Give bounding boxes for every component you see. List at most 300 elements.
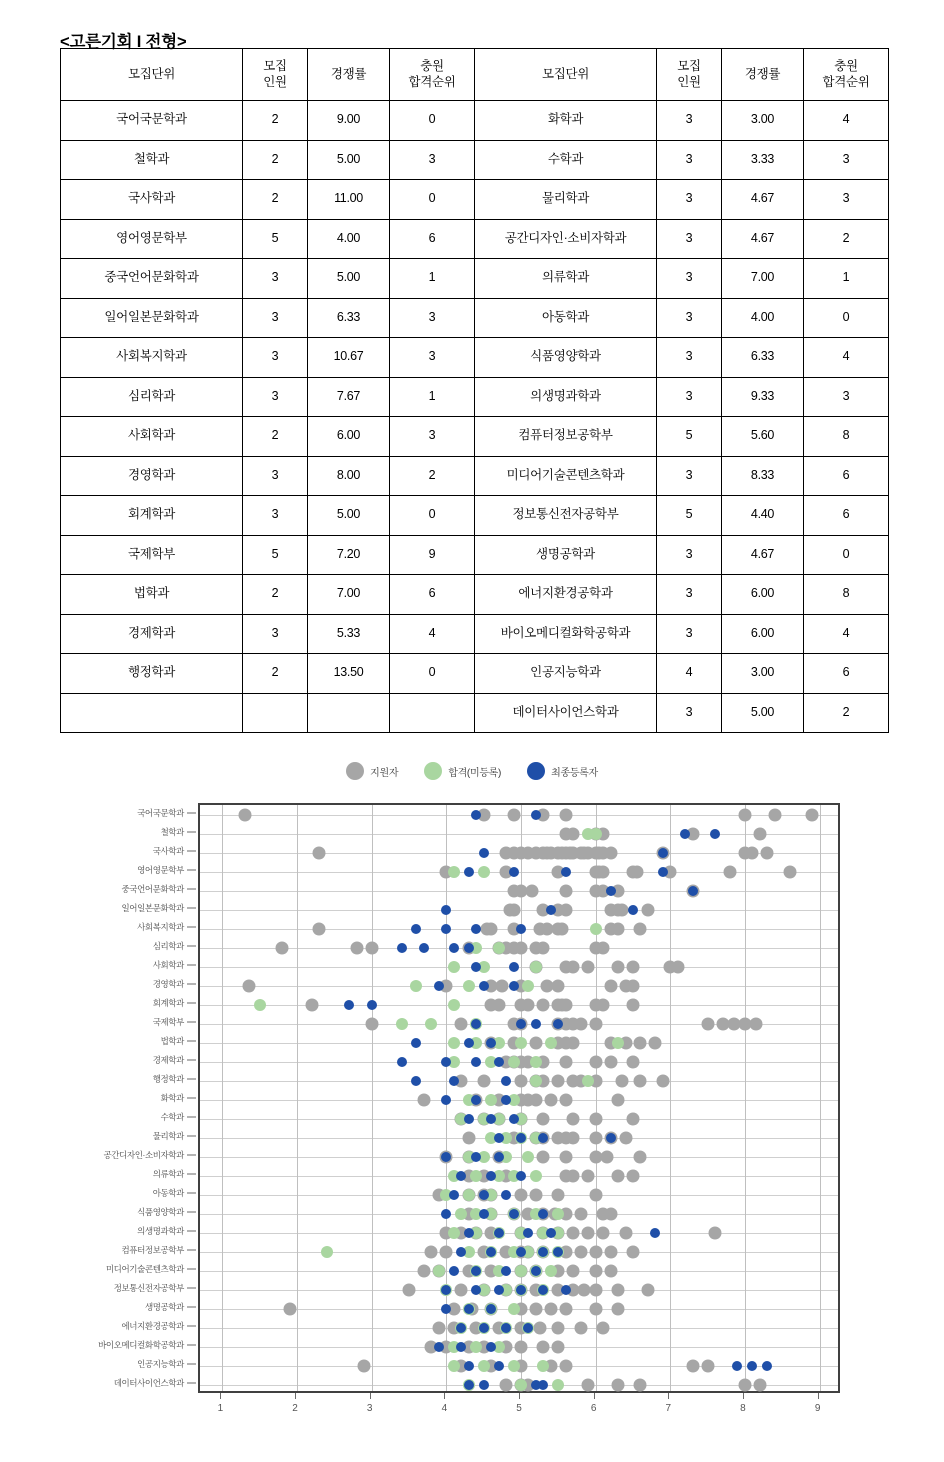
scatter-point-final_registered bbox=[523, 1228, 533, 1238]
y-axis-tick-mark bbox=[187, 1288, 196, 1289]
y-axis-tick-mark bbox=[187, 907, 196, 908]
scatter-point-final_registered bbox=[486, 1171, 496, 1181]
scatter-point-applicant bbox=[701, 1017, 714, 1030]
scatter-point-applicant bbox=[544, 1094, 557, 1107]
header-quota-line2: 인원 bbox=[263, 74, 287, 89]
scatter-point-applicant bbox=[604, 846, 617, 859]
y-axis-tick-mark bbox=[187, 1098, 196, 1099]
scatter-point-applicant bbox=[634, 1036, 647, 1049]
y-axis-tick-label: 생명공학과 bbox=[144, 1302, 184, 1313]
scatter-point-applicant bbox=[589, 1284, 602, 1297]
scatter-point-applicant bbox=[612, 960, 625, 973]
scatter-point-final_registered bbox=[658, 867, 668, 877]
scatter-point-final_registered bbox=[479, 1209, 489, 1219]
scatter-point-applicant bbox=[492, 998, 505, 1011]
scatter-point-applicant bbox=[477, 1074, 490, 1087]
scatter-point-accepted_unregistered bbox=[493, 942, 505, 954]
cell-rate-left: 11.00 bbox=[308, 180, 390, 220]
y-axis-tick-label: 물리학과 bbox=[152, 1131, 184, 1142]
cell-rank-right: 4 bbox=[804, 101, 889, 141]
cell-rate-left: 5.33 bbox=[308, 614, 390, 654]
cell-quota-left: 3 bbox=[243, 614, 308, 654]
cell-rate-right: 4.67 bbox=[722, 535, 804, 575]
gridline-horizontal bbox=[200, 834, 838, 835]
scatter-point-applicant bbox=[559, 1055, 572, 1068]
cell-quota-left: 3 bbox=[243, 259, 308, 299]
scatter-point-applicant bbox=[589, 1189, 602, 1202]
cell-unit-left: 행정학과 bbox=[61, 654, 243, 694]
x-axis-labels bbox=[198, 1399, 840, 1429]
scatter-point-applicant bbox=[604, 1055, 617, 1068]
y-axis-tick-label: 의류학과 bbox=[152, 1169, 184, 1180]
cell-rank-right: 0 bbox=[804, 298, 889, 338]
table-row bbox=[61, 496, 889, 536]
scatter-point-accepted_unregistered bbox=[530, 1075, 542, 1087]
scatter-point-accepted_unregistered bbox=[470, 1341, 482, 1353]
scatter-point-applicant bbox=[515, 941, 528, 954]
scatter-point-final_registered bbox=[606, 1133, 616, 1143]
scatter-point-final_registered bbox=[486, 1247, 496, 1257]
cell-rate-left: 5.00 bbox=[308, 496, 390, 536]
scatter-point-applicant bbox=[533, 1322, 546, 1335]
cell-rate-right: 6.00 bbox=[722, 575, 804, 615]
scatter-point-applicant bbox=[750, 1017, 763, 1030]
legend-label: 최종등록자 bbox=[551, 767, 598, 779]
scatter-point-final_registered bbox=[486, 1114, 496, 1124]
scatter-point-applicant bbox=[626, 960, 639, 973]
scatter-point-accepted_unregistered bbox=[537, 1360, 549, 1372]
scatter-point-applicant bbox=[582, 1170, 595, 1183]
legend-dot-icon bbox=[527, 762, 545, 780]
scatter-point-applicant bbox=[365, 1017, 378, 1030]
cell-rank-left bbox=[390, 693, 475, 733]
scatter-point-applicant bbox=[626, 1113, 639, 1126]
scatter-point-applicant bbox=[313, 922, 326, 935]
x-axis-tick-label: 7 bbox=[665, 1403, 672, 1414]
cell-rank-right: 2 bbox=[804, 693, 889, 733]
scatter-point-applicant bbox=[626, 1055, 639, 1068]
cell-unit-right: 물리학과 bbox=[475, 180, 657, 220]
y-axis-tick-label: 국사학과 bbox=[152, 845, 184, 856]
scatter-point-applicant bbox=[305, 998, 318, 1011]
scatter-point-final_registered bbox=[471, 1285, 481, 1295]
y-axis-tick-label: 데이터사이언스학과 bbox=[113, 1378, 184, 1389]
scatter-point-applicant bbox=[753, 827, 766, 840]
table-row bbox=[61, 298, 889, 338]
scatter-point-applicant bbox=[634, 1379, 647, 1392]
x-axis-tick-label: 8 bbox=[740, 1403, 746, 1414]
scatter-point-applicant bbox=[656, 1074, 669, 1087]
scatter-point-final_registered bbox=[479, 1380, 489, 1390]
cell-rate-right: 5.00 bbox=[722, 693, 804, 733]
header-rank-right bbox=[804, 49, 889, 101]
scatter-point-accepted_unregistered bbox=[448, 961, 460, 973]
scatter-point-final_registered bbox=[516, 1019, 526, 1029]
scatter-point-applicant bbox=[806, 808, 819, 821]
scatter-point-applicant bbox=[529, 1303, 542, 1316]
scatter-point-final_registered bbox=[680, 829, 690, 839]
scatter-point-applicant bbox=[630, 865, 643, 878]
cell-rank-left: 0 bbox=[390, 180, 475, 220]
y-axis-tick-mark bbox=[187, 1040, 196, 1041]
scatter-point-applicant bbox=[507, 903, 520, 916]
x-axis-tick-mark bbox=[295, 1393, 296, 1399]
scatter-point-applicant bbox=[783, 865, 796, 878]
scatter-point-final_registered bbox=[464, 943, 474, 953]
header-rank-line2: 합격순위 bbox=[408, 74, 456, 89]
scatter-point-applicant bbox=[313, 846, 326, 859]
cell-rate-left: 5.00 bbox=[308, 259, 390, 299]
scatter-point-applicant bbox=[537, 1151, 550, 1164]
scatter-point-final_registered bbox=[471, 962, 481, 972]
scatter-point-final_registered bbox=[501, 1076, 511, 1086]
y-axis-tick-label: 사회학과 bbox=[152, 959, 184, 970]
y-axis-tick-mark bbox=[187, 1269, 196, 1270]
cell-unit-left: 경영학과 bbox=[61, 456, 243, 496]
scatter-point-final_registered bbox=[397, 1057, 407, 1067]
scatter-point-applicant bbox=[500, 1379, 513, 1392]
scatter-point-final_registered bbox=[471, 1095, 481, 1105]
scatter-point-accepted_unregistered bbox=[545, 1265, 557, 1277]
cell-unit-left: 경제학과 bbox=[61, 614, 243, 654]
y-axis-tick-label: 정보통신전자공학부 bbox=[113, 1283, 184, 1294]
y-axis-tick-label: 미디어기술콘텐츠학과 bbox=[105, 1264, 184, 1275]
scatter-point-applicant bbox=[526, 884, 539, 897]
x-axis-tick-mark bbox=[668, 1393, 669, 1399]
scatter-point-applicant bbox=[552, 1074, 565, 1087]
scatter-point-final_registered bbox=[441, 924, 451, 934]
scatter-point-accepted_unregistered bbox=[433, 1265, 445, 1277]
cell-unit-right: 수학과 bbox=[475, 140, 657, 180]
scatter-point-applicant bbox=[634, 922, 647, 935]
scatter-point-applicant bbox=[612, 922, 625, 935]
cell-unit-left: 철학과 bbox=[61, 140, 243, 180]
cell-rate-left: 6.33 bbox=[308, 298, 390, 338]
scatter-point-applicant bbox=[552, 1322, 565, 1335]
x-axis-tick-label: 4 bbox=[441, 1403, 448, 1414]
scatter-point-final_registered bbox=[456, 1247, 466, 1257]
header-rank-line1: 충원 bbox=[420, 58, 444, 73]
cell-rank-right: 6 bbox=[804, 456, 889, 496]
scatter-point-applicant bbox=[597, 1227, 610, 1240]
scatter-point-applicant bbox=[724, 865, 737, 878]
scatter-point-applicant bbox=[649, 1036, 662, 1049]
scatter-point-final_registered bbox=[509, 1209, 519, 1219]
scatter-point-final_registered bbox=[411, 1076, 421, 1086]
scatter-point-final_registered bbox=[456, 1171, 466, 1181]
scatter-point-applicant bbox=[574, 1322, 587, 1335]
x-axis-tick-mark bbox=[743, 1393, 744, 1399]
cell-quota-right: 3 bbox=[657, 180, 722, 220]
scatter-point-final_registered bbox=[494, 1228, 504, 1238]
header-quota-line1: 모집 bbox=[263, 58, 287, 73]
scatter-point-final_registered bbox=[546, 1228, 556, 1238]
cell-rank-right: 3 bbox=[804, 140, 889, 180]
cell-unit-right: 미디어기술콘텐츠학과 bbox=[475, 456, 657, 496]
scatter-point-applicant bbox=[582, 1227, 595, 1240]
scatter-point-applicant bbox=[522, 998, 535, 1011]
header-rank-line1-right: 충원 bbox=[834, 58, 858, 73]
scatter-point-final_registered bbox=[397, 943, 407, 953]
table-header bbox=[61, 49, 889, 101]
scatter-point-applicant bbox=[604, 1246, 617, 1259]
cell-rate-left: 8.00 bbox=[308, 456, 390, 496]
y-axis-tick-mark bbox=[187, 1155, 196, 1156]
y-axis-tick-label: 국어국문학과 bbox=[137, 807, 184, 818]
scatter-point-final_registered bbox=[464, 1304, 474, 1314]
scatter-point-final_registered bbox=[411, 1038, 421, 1048]
scatter-point-accepted_unregistered bbox=[463, 1189, 475, 1201]
y-axis-tick-mark bbox=[187, 1117, 196, 1118]
y-axis-tick-label: 아동학과 bbox=[152, 1188, 184, 1199]
scatter-point-final_registered bbox=[471, 924, 481, 934]
scatter-point-applicant bbox=[582, 960, 595, 973]
scatter-point-final_registered bbox=[688, 886, 698, 896]
scatter-point-final_registered bbox=[628, 905, 638, 915]
y-axis-tick-label: 국제학부 bbox=[152, 1016, 184, 1027]
scatter-point-applicant bbox=[529, 1094, 542, 1107]
cell-quota-right: 4 bbox=[657, 654, 722, 694]
gridline-vertical bbox=[222, 805, 223, 1391]
header-unit-left: 모집단위 bbox=[61, 49, 243, 101]
cell-quota-right: 3 bbox=[657, 614, 722, 654]
scatter-point-applicant bbox=[574, 1246, 587, 1259]
y-axis-tick-label: 행정학과 bbox=[152, 1073, 184, 1084]
scatter-point-applicant bbox=[432, 1322, 445, 1335]
cell-unit-right: 바이오메디컬화학공학과 bbox=[475, 614, 657, 654]
cell-unit-left: 심리학과 bbox=[61, 377, 243, 417]
scatter-point-accepted_unregistered bbox=[470, 1170, 482, 1182]
table-header-row bbox=[61, 49, 889, 101]
scatter-point-applicant bbox=[537, 1341, 550, 1354]
cell-rank-right: 8 bbox=[804, 417, 889, 457]
cell-rate-left: 5.00 bbox=[308, 140, 390, 180]
cell-rate-right: 7.00 bbox=[722, 259, 804, 299]
cell-rank-left: 1 bbox=[390, 377, 475, 417]
scatter-point-final_registered bbox=[449, 943, 459, 953]
scatter-point-final_registered bbox=[509, 1114, 519, 1124]
x-axis-tick-label: 9 bbox=[814, 1403, 821, 1414]
scatter-point-final_registered bbox=[441, 1304, 451, 1314]
scatter-point-applicant bbox=[589, 1265, 602, 1278]
y-axis-tick-mark bbox=[187, 850, 196, 851]
x-axis-tick-mark bbox=[519, 1393, 520, 1399]
cell-quota-left: 2 bbox=[243, 654, 308, 694]
scatter-point-final_registered bbox=[479, 1323, 489, 1333]
y-axis-tick-mark bbox=[187, 1002, 196, 1003]
y-axis-tick-label: 인공지능학과 bbox=[137, 1359, 184, 1370]
header-unit-right: 모집단위 bbox=[475, 49, 657, 101]
y-axis-tick-mark bbox=[187, 1021, 196, 1022]
scatter-point-final_registered bbox=[494, 1285, 504, 1295]
scatter-point-applicant bbox=[417, 1094, 430, 1107]
table-row bbox=[61, 377, 889, 417]
x-axis-tick-label: 2 bbox=[292, 1403, 298, 1414]
scatter-point-applicant bbox=[567, 1132, 580, 1145]
cell-unit-right: 공간디자인·소비자학과 bbox=[475, 219, 657, 259]
scatter-point-final_registered bbox=[479, 1190, 489, 1200]
plot-area bbox=[198, 803, 840, 1393]
scatter-point-applicant bbox=[537, 1113, 550, 1126]
scatter-point-final_registered bbox=[441, 1209, 451, 1219]
cell-rank-right: 4 bbox=[804, 614, 889, 654]
cell-unit-right: 식품영양학과 bbox=[475, 338, 657, 378]
scatter-point-applicant bbox=[612, 1094, 625, 1107]
scatter-point-final_registered bbox=[464, 1361, 474, 1371]
cell-quota-left: 2 bbox=[243, 180, 308, 220]
scatter-point-accepted_unregistered bbox=[321, 1246, 333, 1258]
scatter-point-applicant bbox=[559, 808, 572, 821]
cell-unit-right: 에너지환경공학과 bbox=[475, 575, 657, 615]
table-row bbox=[61, 654, 889, 694]
scatter-point-accepted_unregistered bbox=[396, 1018, 408, 1030]
y-axis-tick-label: 회계학과 bbox=[152, 997, 184, 1008]
cell-rank-right: 0 bbox=[804, 535, 889, 575]
cell-rank-right: 4 bbox=[804, 338, 889, 378]
gridline-vertical bbox=[745, 805, 746, 1391]
scatter-point-final_registered bbox=[509, 962, 519, 972]
scatter-point-final_registered bbox=[553, 1247, 563, 1257]
header-quota-right bbox=[657, 49, 722, 101]
scatter-point-accepted_unregistered bbox=[590, 828, 602, 840]
cell-unit-right: 화학과 bbox=[475, 101, 657, 141]
scatter-point-applicant bbox=[559, 1094, 572, 1107]
cell-rank-left: 2 bbox=[390, 456, 475, 496]
scatter-point-final_registered bbox=[486, 1038, 496, 1048]
page-title: <고른기회 I 전형> bbox=[60, 33, 187, 51]
admissions-table-container bbox=[60, 48, 888, 733]
cell-unit-left bbox=[61, 693, 243, 733]
table-row bbox=[61, 575, 889, 615]
cell-quota-right: 3 bbox=[657, 259, 722, 299]
legend-item-final_registered[interactable] bbox=[527, 762, 598, 780]
scatter-point-applicant bbox=[615, 903, 628, 916]
scatter-point-final_registered bbox=[516, 1247, 526, 1257]
scatter-point-applicant bbox=[507, 808, 520, 821]
scatter-point-applicant bbox=[552, 1189, 565, 1202]
scatter-point-final_registered bbox=[464, 867, 474, 877]
scatter-point-applicant bbox=[597, 998, 610, 1011]
cell-unit-right: 의생명과학과 bbox=[475, 377, 657, 417]
cell-rate-right: 9.33 bbox=[722, 377, 804, 417]
scatter-point-final_registered bbox=[441, 1152, 451, 1162]
scatter-point-final_registered bbox=[606, 886, 616, 896]
header-quota-line1-right: 모집 bbox=[677, 58, 701, 73]
scatter-point-accepted_unregistered bbox=[545, 1037, 557, 1049]
legend-item-applicant[interactable] bbox=[346, 762, 398, 780]
scatter-point-applicant bbox=[567, 1170, 580, 1183]
scatter-point-final_registered bbox=[464, 1228, 474, 1238]
scatter-point-accepted_unregistered bbox=[425, 1018, 437, 1030]
header-rate-right: 경쟁률 bbox=[722, 49, 804, 101]
y-axis-tick-label: 경영학과 bbox=[152, 978, 184, 989]
cell-quota-left bbox=[243, 693, 308, 733]
scatter-point-final_registered bbox=[441, 1285, 451, 1295]
legend-item-accepted_unregistered[interactable] bbox=[424, 762, 501, 780]
scatter-point-accepted_unregistered bbox=[590, 923, 602, 935]
scatter-point-final_registered bbox=[471, 1019, 481, 1029]
scatter-point-applicant bbox=[597, 865, 610, 878]
y-axis-tick-mark bbox=[187, 1174, 196, 1175]
y-axis-tick-mark bbox=[187, 1307, 196, 1308]
scatter-point-accepted_unregistered bbox=[530, 961, 542, 973]
legend-dot-icon bbox=[346, 762, 364, 780]
cell-quota-right: 3 bbox=[657, 338, 722, 378]
scatter-point-applicant bbox=[544, 1303, 557, 1316]
cell-rank-right: 1 bbox=[804, 259, 889, 299]
header-quota-left bbox=[243, 49, 308, 101]
scatter-point-accepted_unregistered bbox=[515, 1265, 527, 1277]
scatter-point-applicant bbox=[559, 1151, 572, 1164]
scatter-point-final_registered bbox=[523, 1323, 533, 1333]
scatter-point-final_registered bbox=[710, 829, 720, 839]
scatter-point-applicant bbox=[738, 1379, 751, 1392]
scatter-point-final_registered bbox=[494, 1152, 504, 1162]
scatter-point-final_registered bbox=[464, 1038, 474, 1048]
y-axis-tick-mark bbox=[187, 831, 196, 832]
scatter-point-final_registered bbox=[531, 1019, 541, 1029]
scatter-point-final_registered bbox=[516, 1133, 526, 1143]
scatter-point-applicant bbox=[567, 960, 580, 973]
scatter-point-final_registered bbox=[441, 1095, 451, 1105]
scatter-point-applicant bbox=[589, 1246, 602, 1259]
gridline-vertical bbox=[297, 805, 298, 1391]
scatter-point-applicant bbox=[686, 1360, 699, 1373]
y-axis-tick-mark bbox=[187, 1364, 196, 1365]
cell-rate-left: 10.67 bbox=[308, 338, 390, 378]
cell-quota-left: 3 bbox=[243, 456, 308, 496]
scatter-point-accepted_unregistered bbox=[478, 866, 490, 878]
scatter-point-applicant bbox=[559, 998, 572, 1011]
scatter-point-applicant bbox=[455, 1017, 468, 1030]
scatter-point-applicant bbox=[753, 1379, 766, 1392]
scatter-point-applicant bbox=[597, 941, 610, 954]
cell-rate-right: 4.40 bbox=[722, 496, 804, 536]
scatter-point-applicant bbox=[417, 1265, 430, 1278]
cell-rate-left: 13.50 bbox=[308, 654, 390, 694]
scatter-point-applicant bbox=[626, 979, 639, 992]
scatter-point-final_registered bbox=[516, 924, 526, 934]
cell-quota-left: 3 bbox=[243, 298, 308, 338]
scatter-point-accepted_unregistered bbox=[515, 1379, 527, 1391]
gridline-horizontal bbox=[200, 967, 838, 968]
scatter-point-applicant bbox=[671, 960, 684, 973]
scatter-point-applicant bbox=[559, 903, 572, 916]
scatter-point-final_registered bbox=[494, 1361, 504, 1371]
scatter-point-applicant bbox=[567, 1113, 580, 1126]
cell-rank-right: 6 bbox=[804, 654, 889, 694]
scatter-point-accepted_unregistered bbox=[254, 999, 266, 1011]
scatter-point-applicant bbox=[350, 941, 363, 954]
scatter-point-final_registered bbox=[449, 1266, 459, 1276]
cell-unit-left: 법학과 bbox=[61, 575, 243, 615]
y-axis-tick-label: 법학과 bbox=[160, 1035, 184, 1046]
cell-unit-left: 중국언어문화학과 bbox=[61, 259, 243, 299]
scatter-point-applicant bbox=[552, 1341, 565, 1354]
cell-rate-right: 8.33 bbox=[722, 456, 804, 496]
chart-legend bbox=[0, 762, 944, 780]
cell-unit-left: 사회학과 bbox=[61, 417, 243, 457]
scatter-point-applicant bbox=[462, 1132, 475, 1145]
cell-unit-right: 아동학과 bbox=[475, 298, 657, 338]
x-axis-tick-mark bbox=[220, 1393, 221, 1399]
cell-rank-left: 6 bbox=[390, 219, 475, 259]
y-axis-tick-label: 사회복지학과 bbox=[137, 921, 184, 932]
cell-rate-left: 7.20 bbox=[308, 535, 390, 575]
scatter-point-applicant bbox=[455, 1284, 468, 1297]
gridline-horizontal bbox=[200, 872, 838, 873]
scatter-point-final_registered bbox=[561, 1285, 571, 1295]
